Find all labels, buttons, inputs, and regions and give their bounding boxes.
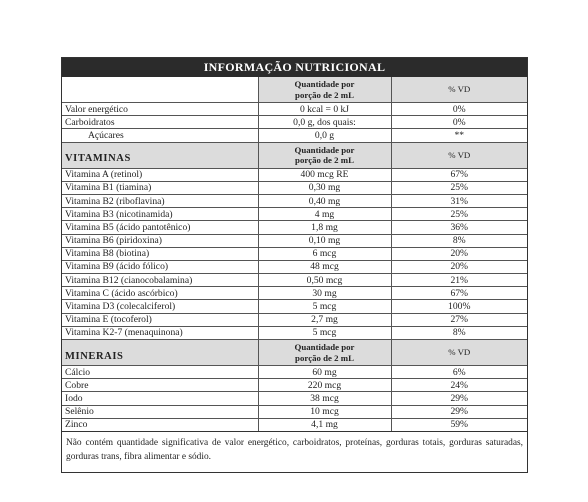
footnote: Não contém quantidade significativa de valor energético, carboidratos, proteínas, gorduras totais, gorduras saturadas, gorduras trans, fibra alimentar e sódio. bbox=[66, 437, 523, 462]
nutrient-name: Açúcares bbox=[62, 129, 258, 142]
nutrient-row bbox=[62, 208, 527, 221]
minerals-header-row bbox=[62, 340, 527, 366]
nutrient-row bbox=[62, 103, 527, 116]
vd-header: % VD bbox=[391, 142, 527, 168]
nutrient-vd: 21% bbox=[391, 274, 527, 287]
nutrition-title: INFORMAÇÃO NUTRICIONAL bbox=[62, 58, 527, 77]
nutrient-name: Vitamina D3 (colecalciferol) bbox=[62, 300, 258, 313]
nutrient-vd: 24% bbox=[391, 379, 527, 392]
nutrient-vd: 67% bbox=[391, 287, 527, 300]
nutrient-name: Vitamina B3 (nicotinamida) bbox=[62, 208, 258, 221]
nutrient-row bbox=[62, 116, 527, 129]
nutrition-table bbox=[62, 77, 527, 432]
nutrient-name: Vitamina K2-7 (menaquinona) bbox=[62, 326, 258, 339]
nutrient-name: Vitamina B2 (riboflavina) bbox=[62, 194, 258, 207]
nutrient-name: Vitamina C (ácido ascórbico) bbox=[62, 287, 258, 300]
nutrient-quantity: 400 mcg RE bbox=[258, 168, 391, 181]
nutrient-vd: 27% bbox=[391, 313, 527, 326]
nutrient-quantity: 5 mcg bbox=[258, 300, 391, 313]
nutrient-quantity: 0,0 g bbox=[258, 129, 391, 142]
nutrient-quantity: 10 mcg bbox=[258, 405, 391, 418]
nutrient-name: Vitamina B8 (biotina) bbox=[62, 247, 258, 260]
section-label: MINERAIS bbox=[62, 340, 258, 366]
nutrient-quantity: 38 mcg bbox=[258, 392, 391, 405]
nutrient-row bbox=[62, 313, 527, 326]
nutrient-row bbox=[62, 326, 527, 339]
nutrient-vd: 20% bbox=[391, 247, 527, 260]
nutrient-row bbox=[62, 260, 527, 273]
nutrient-row bbox=[62, 181, 527, 194]
nutrient-row bbox=[62, 418, 527, 431]
vd-header: % VD bbox=[391, 340, 527, 366]
quantity-header-line1: Quantidade por bbox=[294, 342, 355, 352]
nutrient-quantity: 0,40 mg bbox=[258, 194, 391, 207]
nutrient-name: Vitamina B6 (piridoxina) bbox=[62, 234, 258, 247]
quantity-header bbox=[258, 142, 391, 168]
nutrient-vd: 8% bbox=[391, 326, 527, 339]
nutrient-row bbox=[62, 234, 527, 247]
nutrient-name: Valor energético bbox=[62, 103, 258, 116]
nutrient-quantity: 60 mg bbox=[258, 366, 391, 379]
nutrient-vd: 25% bbox=[391, 208, 527, 221]
nutrient-vd: 67% bbox=[391, 168, 527, 181]
nutrient-vd: 0% bbox=[391, 116, 527, 129]
nutrient-row bbox=[62, 274, 527, 287]
nutrient-quantity: 0 kcal = 0 kJ bbox=[258, 103, 391, 116]
nutrient-vd: 8% bbox=[391, 234, 527, 247]
nutrient-name: Vitamina B1 (tiamina) bbox=[62, 181, 258, 194]
nutrient-vd: 29% bbox=[391, 392, 527, 405]
nutrient-vd: 29% bbox=[391, 405, 527, 418]
nutrient-name: Vitamina A (retinol) bbox=[62, 168, 258, 181]
vd-header: % VD bbox=[391, 77, 527, 103]
quantity-header bbox=[258, 340, 391, 366]
nutrient-row bbox=[62, 194, 527, 207]
section-label bbox=[62, 77, 258, 103]
nutrient-quantity: 30 mg bbox=[258, 287, 391, 300]
nutrient-quantity: 5 mcg bbox=[258, 326, 391, 339]
quantity-header-line1: Quantidade por bbox=[294, 144, 355, 155]
nutrient-name: Cálcio bbox=[62, 366, 258, 379]
nutrient-row bbox=[62, 392, 527, 405]
nutrient-row bbox=[62, 247, 527, 260]
nutrient-row bbox=[62, 379, 527, 392]
nutrition-facts-panel bbox=[61, 57, 528, 473]
nutrient-vd: 36% bbox=[391, 221, 527, 234]
nutrient-quantity: 48 mcg bbox=[258, 260, 391, 273]
nutrient-vd: 59% bbox=[391, 418, 527, 431]
nutrient-name: Cobre bbox=[62, 379, 258, 392]
nutrient-quantity: 1,8 mg bbox=[258, 221, 391, 234]
nutrient-quantity: 4 mg bbox=[258, 208, 391, 221]
nutrient-quantity: 0,30 mg bbox=[258, 181, 391, 194]
vitamins-header-row bbox=[62, 142, 527, 168]
nutrient-row bbox=[62, 129, 527, 142]
general-header-row bbox=[62, 77, 527, 103]
nutrient-vd: ** bbox=[391, 129, 527, 142]
nutrient-vd: 100% bbox=[391, 300, 527, 313]
nutrient-vd: 20% bbox=[391, 260, 527, 273]
nutrient-name: Carboidratos bbox=[62, 116, 258, 129]
quantity-header-line2: porção de 2 mL bbox=[295, 352, 354, 363]
nutrient-name: Vitamina E (tocoferol) bbox=[62, 313, 258, 326]
nutrient-row bbox=[62, 300, 527, 313]
nutrient-row bbox=[62, 366, 527, 379]
nutrition-table-body bbox=[62, 77, 527, 431]
nutrient-name: Vitamina B9 (ácido fólico) bbox=[62, 260, 258, 273]
section-label: VITAMINAS bbox=[62, 142, 258, 168]
quantity-header-line2: porção de 2 mL bbox=[295, 155, 354, 166]
quantity-header bbox=[258, 77, 391, 103]
nutrient-row bbox=[62, 221, 527, 234]
quantity-header-line2: porção de 2 mL bbox=[295, 89, 354, 100]
nutrient-vd: 31% bbox=[391, 194, 527, 207]
nutrient-vd: 25% bbox=[391, 181, 527, 194]
nutrient-quantity: 0,10 mg bbox=[258, 234, 391, 247]
nutrient-quantity: 0,50 mcg bbox=[258, 274, 391, 287]
nutrient-name: Selênio bbox=[62, 405, 258, 418]
nutrient-name: Zinco bbox=[62, 418, 258, 431]
nutrient-quantity: 6 mcg bbox=[258, 247, 391, 260]
nutrient-quantity: 4,1 mg bbox=[258, 418, 391, 431]
nutrient-vd: 0% bbox=[391, 103, 527, 116]
nutrient-quantity: 2,7 mg bbox=[258, 313, 391, 326]
nutrient-vd: 6% bbox=[391, 366, 527, 379]
nutrient-row bbox=[62, 287, 527, 300]
nutrient-quantity: 220 mcg bbox=[258, 379, 391, 392]
nutrient-quantity: 0,0 g, dos quais: bbox=[258, 116, 391, 129]
quantity-header-line1: Quantidade por bbox=[294, 79, 355, 89]
nutrient-row bbox=[62, 405, 527, 418]
nutrient-name: Iodo bbox=[62, 392, 258, 405]
nutrient-name: Vitamina B5 (ácido pantotênico) bbox=[62, 221, 258, 234]
nutrient-row bbox=[62, 168, 527, 181]
nutrient-name: Vitamina B12 (cianocobalamina) bbox=[62, 274, 258, 287]
